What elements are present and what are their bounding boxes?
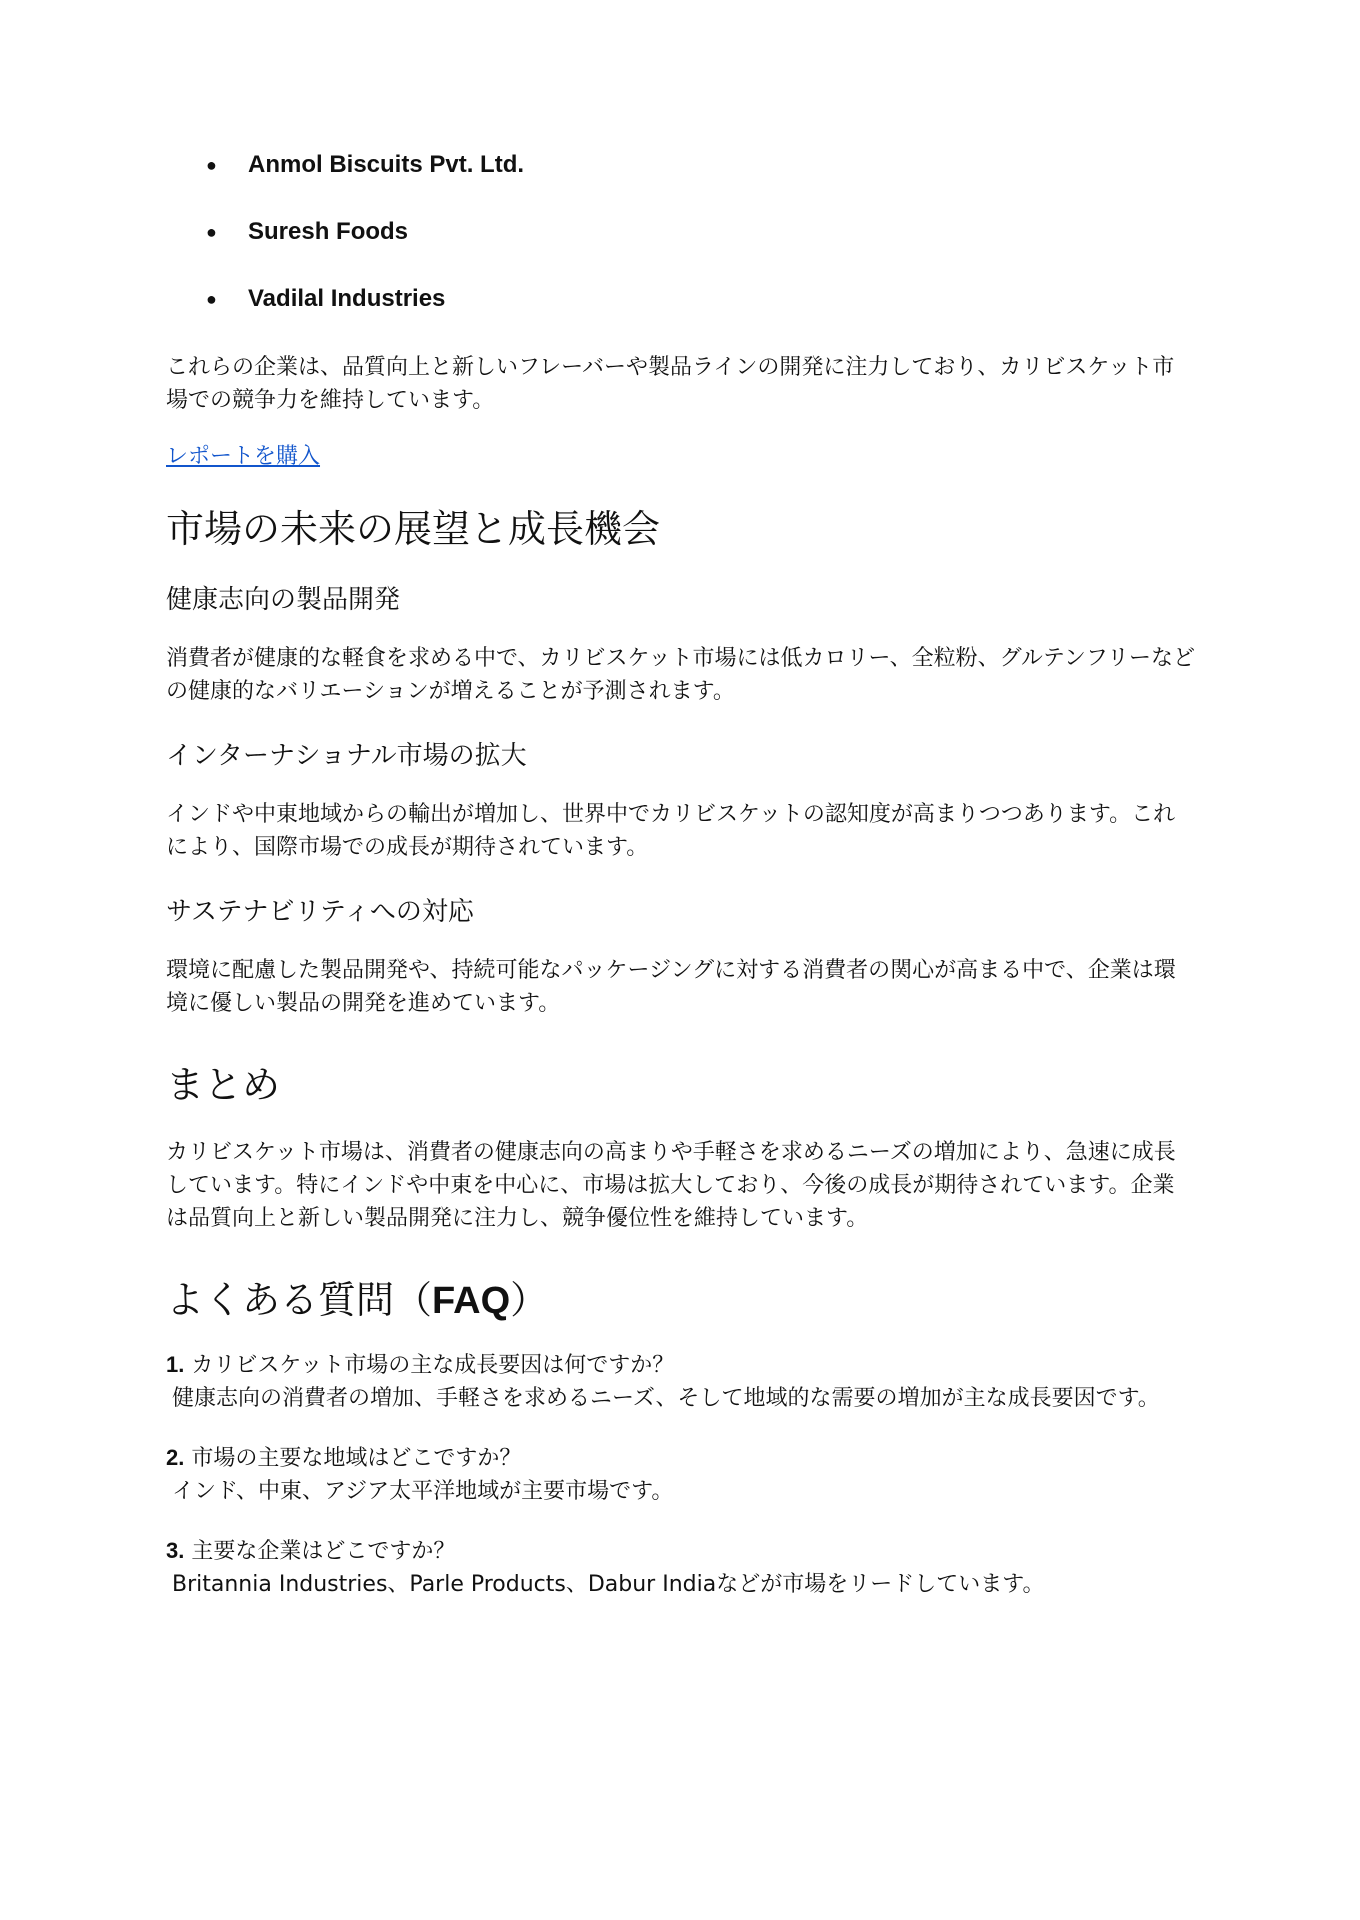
faq-answer: Britannia Industries、Parle Products、Dabur Indiaなどが市場をリードしています。	[172, 1572, 1045, 1597]
company-name: Anmol Biscuits Pvt. Ltd.	[248, 151, 525, 178]
faq-number: 1.	[166, 1352, 185, 1377]
faq-item	[166, 1348, 1196, 1415]
document-page	[166, 150, 1196, 1601]
faq-number: 2.	[166, 1445, 185, 1470]
list-item	[166, 150, 1196, 180]
faq-heading-prefix: よくある質問（	[166, 1278, 433, 1322]
faq-question-text: 市場の主要な地域はどこですか？	[184, 1446, 522, 1471]
section-text-health: 消費者が健康的な軽食を求める中で、カリビスケット市場には低カロリー、全粒粉、グルテンフリーなどの健康的なバリエーションが増えることが予測されます。	[166, 646, 1195, 704]
section-heading-health: 健康志向の製品開発	[166, 585, 401, 615]
faq-heading	[166, 1275, 1196, 1326]
company-name: Vadilal Industries	[248, 285, 446, 312]
faq-question-text: 主要な企業はどこですか？	[184, 1539, 456, 1564]
section-heading-international: インターナショナル市場の拡大	[166, 741, 527, 771]
summary-heading: まとめ	[166, 1063, 281, 1107]
faq-question	[166, 1441, 1196, 1475]
section-text-sustainability: 環境に配慮した製品開発や、持続可能なパッケージングに対する消費者の関心が高まる中で、企業は環境に優しい製品の開発を進めています。	[166, 958, 1176, 1016]
company-list	[166, 150, 1196, 314]
faq-item	[166, 1441, 1196, 1508]
faq-question-text: カリビスケット市場の主な成長要因は何ですか？	[184, 1353, 675, 1378]
bullet-icon: ●	[206, 222, 217, 242]
faq-question	[166, 1534, 1196, 1568]
faq-heading-suffix: ）	[510, 1278, 549, 1322]
faq-answer: インド、中東、アジア太平洋地域が主要市場です。	[172, 1479, 674, 1504]
faq-number: 3.	[166, 1538, 185, 1563]
faq-question	[166, 1348, 1196, 1382]
faq-answer: 健康志向の消費者の増加、手軽さを求めるニーズ、そして地域的な需要の増加が主な成長要因です。	[172, 1386, 1160, 1411]
future-heading: 市場の未来の展望と成長機会	[166, 507, 661, 551]
section-heading-sustainability: サステナビリティへの対応	[166, 897, 474, 927]
bullet-icon: ●	[206, 155, 217, 175]
section-text-international: インドや中東地域からの輸出が増加し、世界中でカリビスケットの認知度が高まりつつあります。これにより、国際市場での成長が期待されています。	[166, 802, 1176, 860]
list-item	[166, 217, 1196, 247]
summary-text: カリビスケット市場は、消費者の健康志向の高まりや手軽さを求めるニーズの増加により、急速に成長しています。特にインドや中東を中心に、市場は拡大しており、今後の成長が期待されています。企業は品質向上と新しい製品開発に注力し、競争優位性を維持しています。	[166, 1140, 1176, 1231]
intro-paragraph: これらの企業は、品質向上と新しいフレーバーや製品ラインの開発に注力しており、カリビスケット市場での競争力を維持しています。	[166, 355, 1175, 413]
list-item	[166, 284, 1196, 314]
faq-heading-bold: FAQ	[432, 1280, 511, 1322]
bullet-icon: ●	[206, 289, 217, 309]
buy-report-link[interactable]: レポートを購入	[166, 444, 321, 469]
company-name: Suresh Foods	[248, 218, 409, 245]
faq-item	[166, 1534, 1196, 1601]
